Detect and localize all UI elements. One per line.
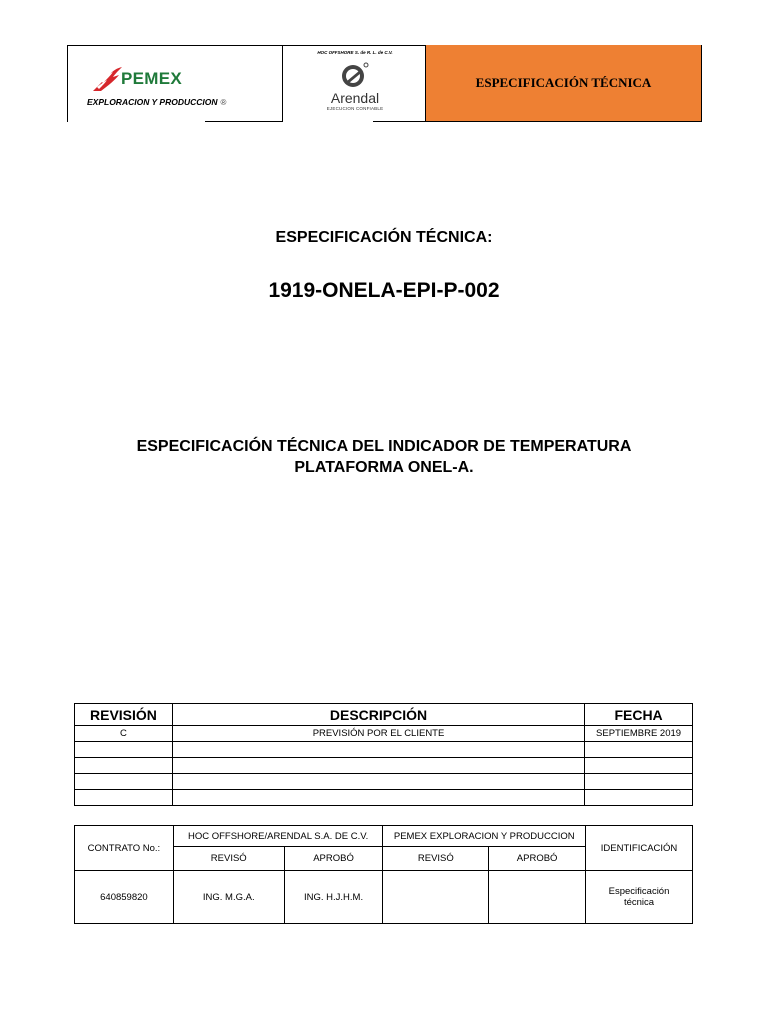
contractor-name: HOC OFFSHORE/ARENDAL S.A. DE C.V.: [173, 826, 383, 847]
client-reviewed-label: REVISÓ: [383, 847, 489, 871]
identification-label: IDENTIFICACIÓN: [586, 826, 693, 871]
revision-table: [74, 703, 693, 806]
arendal-wordmark: Arendal: [330, 90, 380, 106]
document-code: 1919-ONELA-EPI-P-002: [268, 279, 500, 302]
arendal-emblem-icon: [340, 61, 370, 89]
description-cell: [172, 790, 584, 806]
client-name: PEMEX EXPLORACION Y PRODUCCION: [383, 826, 586, 847]
description-line-2: PLATAFORMA ONEL-A.: [294, 459, 474, 476]
date-cell: [585, 774, 693, 790]
table-row: [75, 790, 693, 806]
table-row: [75, 758, 693, 774]
date-cell: [585, 742, 693, 758]
description-cell: [172, 774, 584, 790]
client-approved-label: APROBÓ: [489, 847, 586, 871]
description-line-1: ESPECIFICACIÓN TÉCNICA DEL INDICADOR DE TEMPERATURA: [136, 438, 632, 455]
contractor-approved-label: APROBÓ: [284, 847, 383, 871]
header-border: [67, 45, 68, 122]
spec-label: ESPECIFICACIÓN TÉCNICA:: [275, 229, 493, 246]
arendal-logo: [287, 49, 423, 119]
table-row: [75, 726, 693, 742]
approval-values-row: [75, 871, 693, 924]
table-row: [75, 742, 693, 758]
header-divider: [282, 45, 283, 122]
approval-header-row: [75, 826, 693, 847]
contract-number: 640859820: [75, 871, 174, 924]
table-row: [75, 774, 693, 790]
identification-value: Especificación técnica: [586, 871, 693, 924]
contractor-reviewed-value: ING. M.G.A.: [173, 871, 284, 924]
revision-cell: [75, 758, 173, 774]
description-cell: [172, 758, 584, 774]
client-reviewed-value: [383, 871, 489, 924]
pemex-wordmark: PEMEX: [121, 69, 183, 88]
revision-cell: [75, 742, 173, 758]
client-approved-value: [489, 871, 586, 924]
description-header: DESCRIPCIÓN: [172, 704, 584, 726]
revision-header: REVISIÓN: [75, 704, 173, 726]
arendal-company-name: HOC OFFSHORE S. de R. L. de C.V.: [317, 50, 393, 55]
revision-cell: [75, 774, 173, 790]
date-cell: SEPTIEMBRE 2019: [585, 726, 693, 742]
header-border: [205, 121, 283, 122]
date-cell: [585, 790, 693, 806]
date-header: FECHA: [585, 704, 693, 726]
revision-cell: C: [75, 726, 173, 742]
registered-mark: ®: [220, 98, 227, 107]
description-cell: [172, 742, 584, 758]
revision-header-row: [75, 704, 693, 726]
contract-label: CONTRATO No.:: [75, 826, 174, 871]
document-description: [0, 436, 768, 478]
pemex-eagle-icon: [91, 65, 125, 95]
pemex-logo: [87, 65, 277, 115]
contractor-approved-value: ING. H.J.H.M.: [284, 871, 383, 924]
description-cell: PREVISIÓN POR EL CLIENTE: [172, 726, 584, 742]
revision-cell: [75, 790, 173, 806]
document-header: [67, 45, 701, 122]
approval-table: [74, 825, 693, 924]
pemex-subtitle: EXPLORACION Y PRODUCCION ®: [87, 97, 227, 107]
arendal-tagline: EJECUCION CONFIABLE: [326, 106, 384, 111]
contractor-reviewed-label: REVISÓ: [173, 847, 284, 871]
document-type-box: ESPECIFICACIÓN TÉCNICA: [425, 45, 702, 122]
date-cell: [585, 758, 693, 774]
